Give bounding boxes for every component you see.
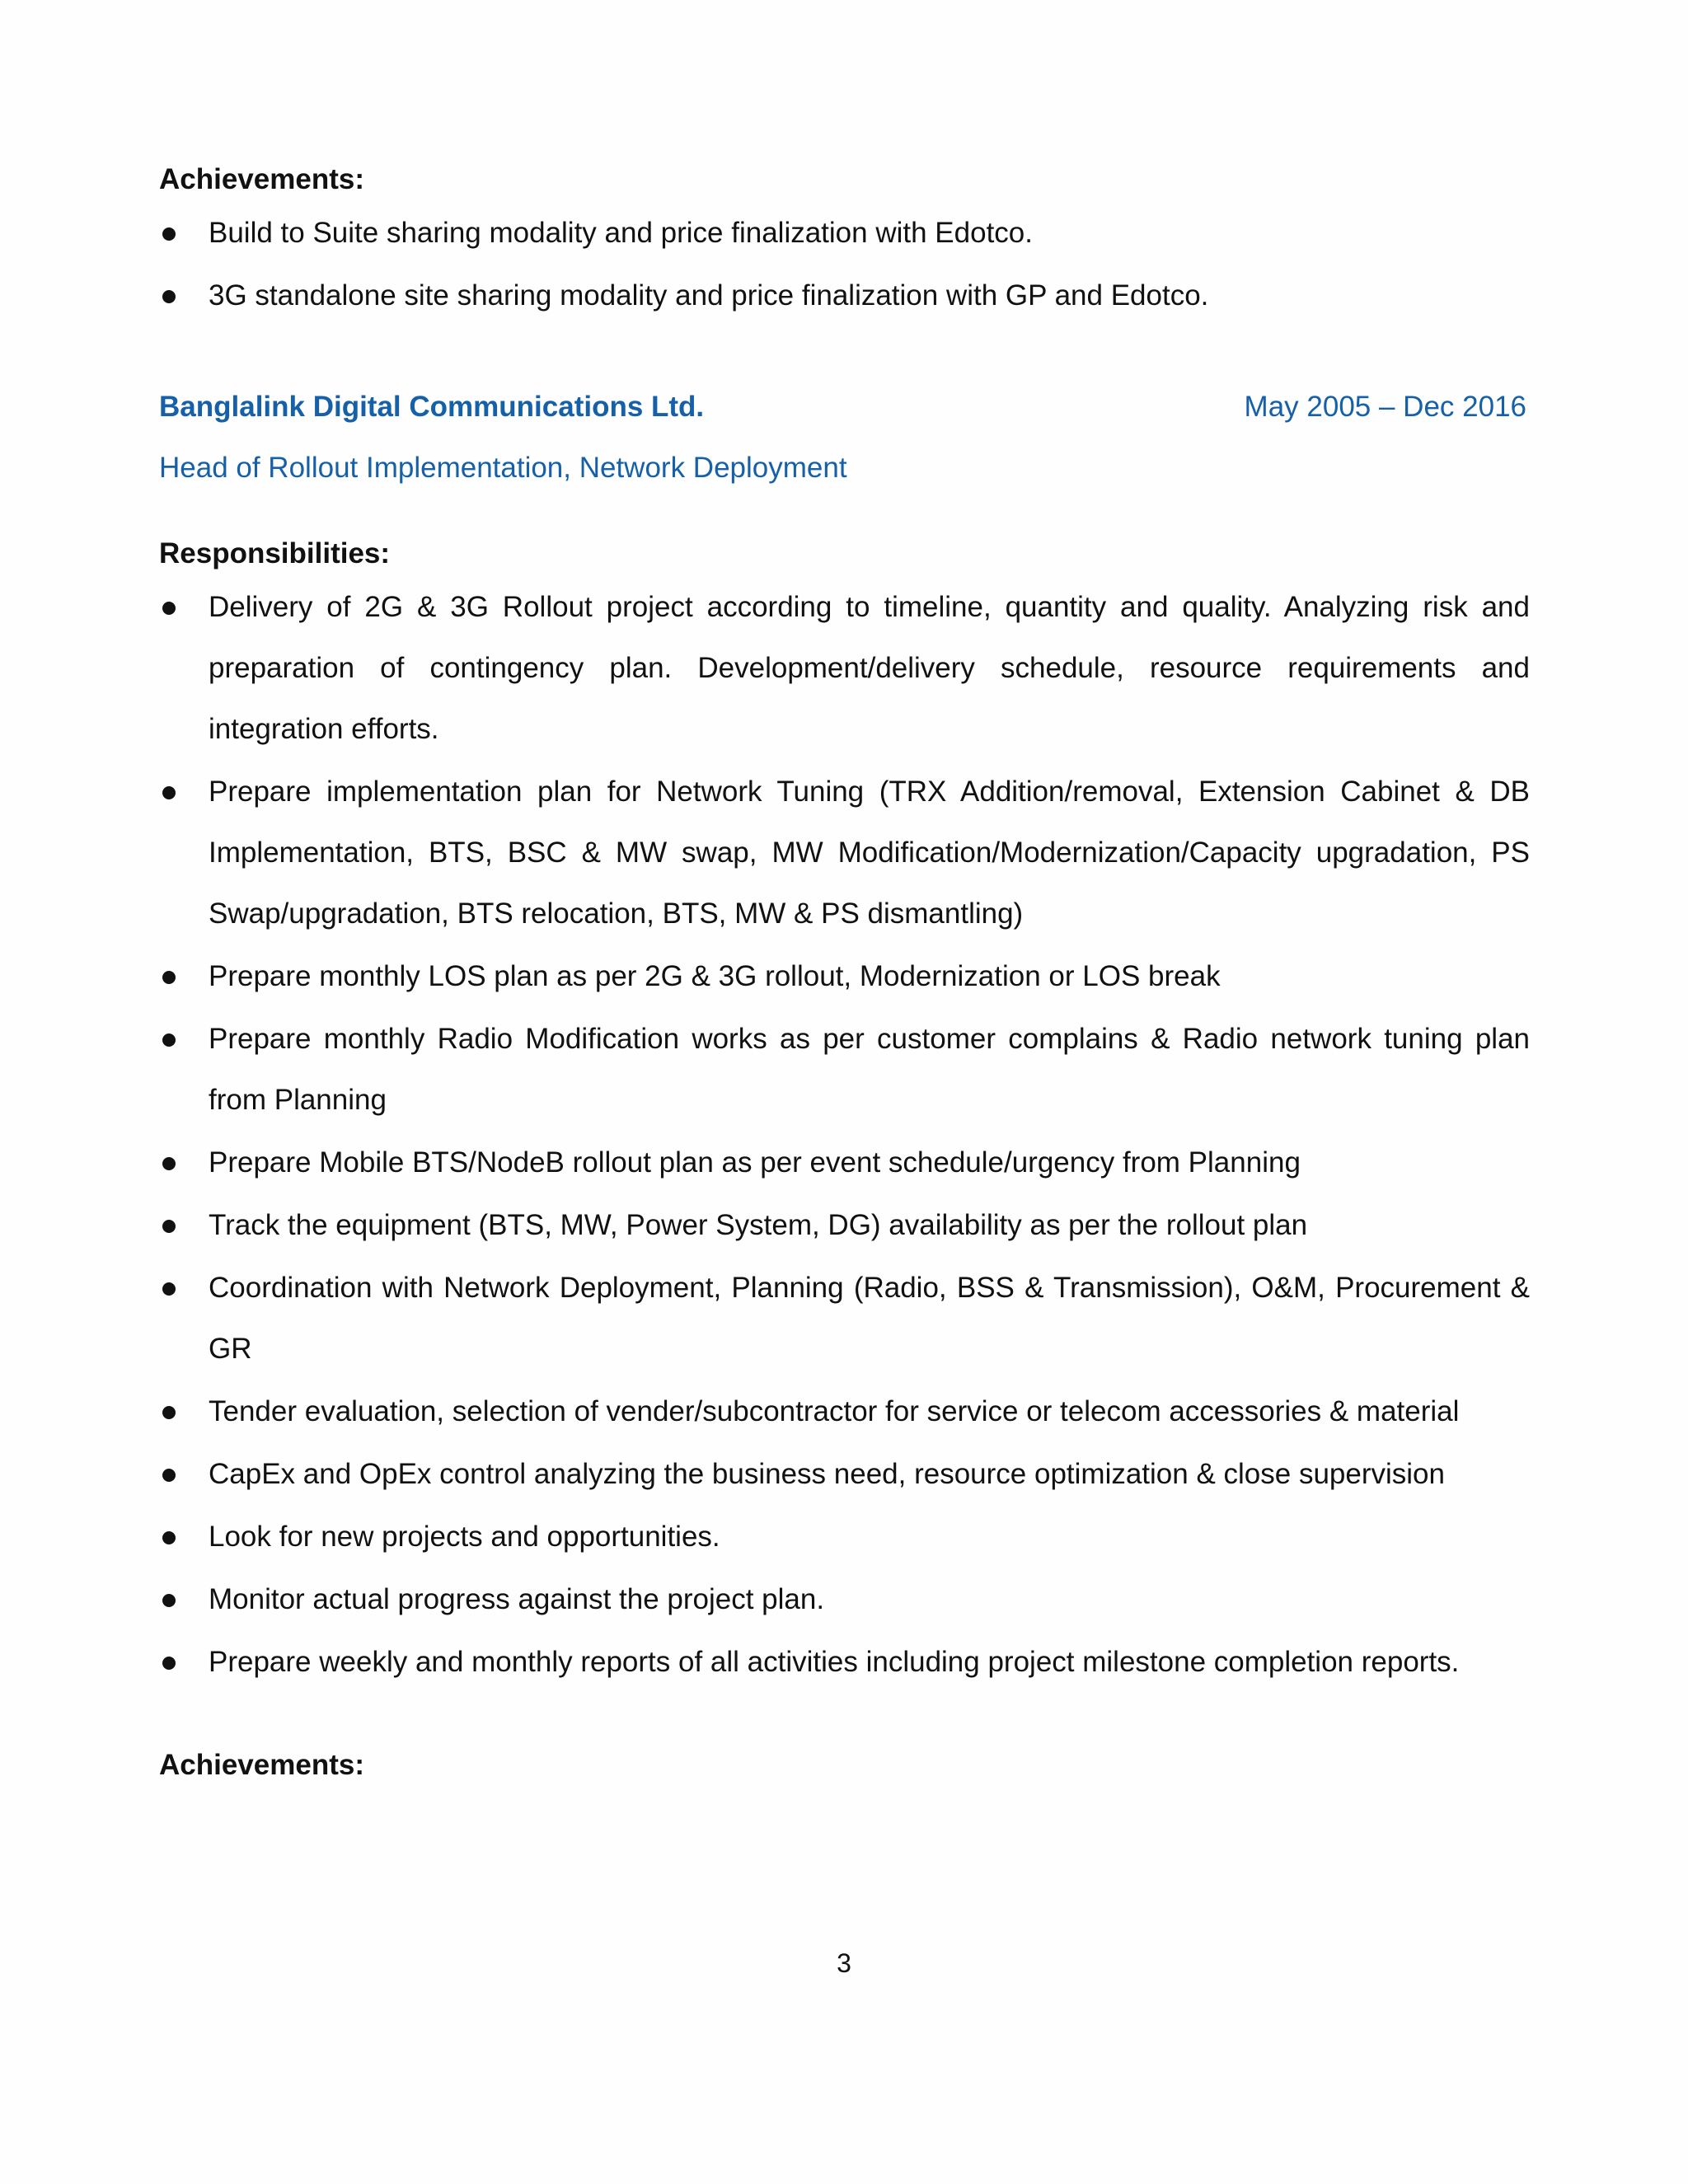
job-role: Head of Rollout Implementation, Network Deployment [159, 452, 847, 484]
achievements-list [159, 203, 1530, 326]
list-item [159, 1507, 1530, 1568]
list-item-text: Prepare monthly Radio Modification works as per customer complains & Radio network tuning plan from Planning [209, 1023, 1530, 1116]
list-item-text: Monitor actual progress against the project plan. [209, 1583, 825, 1615]
bullet-icon [162, 971, 176, 984]
list-item [159, 1009, 1530, 1131]
list-item-text: Track the equipment (BTS, MW, Power System, DG) availability as per the rollout plan [209, 1209, 1308, 1241]
list-item [159, 1632, 1530, 1693]
list-item-text: Tender evaluation, selection of vender/subcontractor for service or telecom accessories & material [209, 1395, 1460, 1427]
bullet-icon [162, 290, 176, 303]
bullet-icon [162, 227, 176, 241]
responsibilities-list [159, 577, 1530, 1693]
list-item-text: CapEx and OpEx control analyzing the business need, resource optimization & close supervision [209, 1458, 1445, 1490]
list-item [159, 1195, 1530, 1256]
bullet-icon [162, 1531, 176, 1544]
list-item-text: Coordination with Network Deployment, Planning (Radio, BSS & Transmission), O&M, Procurement & GR [209, 1272, 1530, 1365]
list-item [159, 265, 1530, 326]
list-item [159, 946, 1530, 1007]
responsibilities-heading: Responsibilities: [159, 537, 391, 569]
bullet-icon [162, 1469, 176, 1482]
bullet-icon [162, 1594, 176, 1607]
bullet-icon [162, 1157, 176, 1170]
company-name: Banglalink Digital Communications Ltd. [159, 391, 705, 423]
bullet-icon [162, 1033, 176, 1047]
bullet-icon [162, 602, 176, 615]
list-item-text: Look for new projects and opportunities. [209, 1521, 720, 1553]
list-item [159, 1381, 1530, 1442]
bullet-icon [162, 1657, 176, 1670]
list-item [159, 1444, 1530, 1505]
list-item-text: Prepare weekly and monthly reports of all activities including project milestone completion reports. [209, 1646, 1460, 1678]
list-item [159, 203, 1530, 264]
bullet-icon [162, 786, 176, 799]
list-item [159, 577, 1530, 760]
list-item-text: Build to Suite sharing modality and price finalization with Edotco. [209, 217, 1033, 249]
list-item-text: Prepare monthly LOS plan as per 2G & 3G rollout, Modernization or LOS break [209, 960, 1221, 992]
list-item-text: Prepare Mobile BTS/NodeB rollout plan as per event schedule/urgency from Planning [209, 1146, 1301, 1179]
job-header [159, 384, 1530, 430]
bullet-icon [162, 1282, 176, 1296]
bullet-icon [162, 1406, 176, 1419]
page-content [159, 157, 1530, 1788]
list-item-text: Prepare implementation plan for Network Tuning (TRX Addition/removal, Extension Cabinet & DB Implementation, BTS, BSC & MW swap, MW Modification/Modernization/Capacity upgradation, PS Swap/upgradation, BTS relocation, BTS, MW & PS dismantling) [209, 776, 1530, 930]
page-number: 3 [837, 1948, 851, 1978]
list-item [159, 1569, 1530, 1630]
list-item-text: 3G standalone site sharing modality and price finalization with GP and Edotco. [209, 279, 1209, 312]
list-item [159, 1132, 1530, 1193]
achievements-heading: Achievements: [159, 163, 364, 195]
list-item [159, 762, 1530, 944]
list-item [159, 1258, 1530, 1380]
bullet-icon [162, 1220, 176, 1233]
achievements-heading-2: Achievements: [159, 1749, 364, 1781]
employment-dates: May 2005 – Dec 2016 [1244, 391, 1526, 423]
list-item-text: Delivery of 2G & 3G Rollout project according to timeline, quantity and quality. Analyzing risk and preparation of contingency plan. Development/delivery schedule, resource requirements and integration efforts. [209, 591, 1530, 745]
